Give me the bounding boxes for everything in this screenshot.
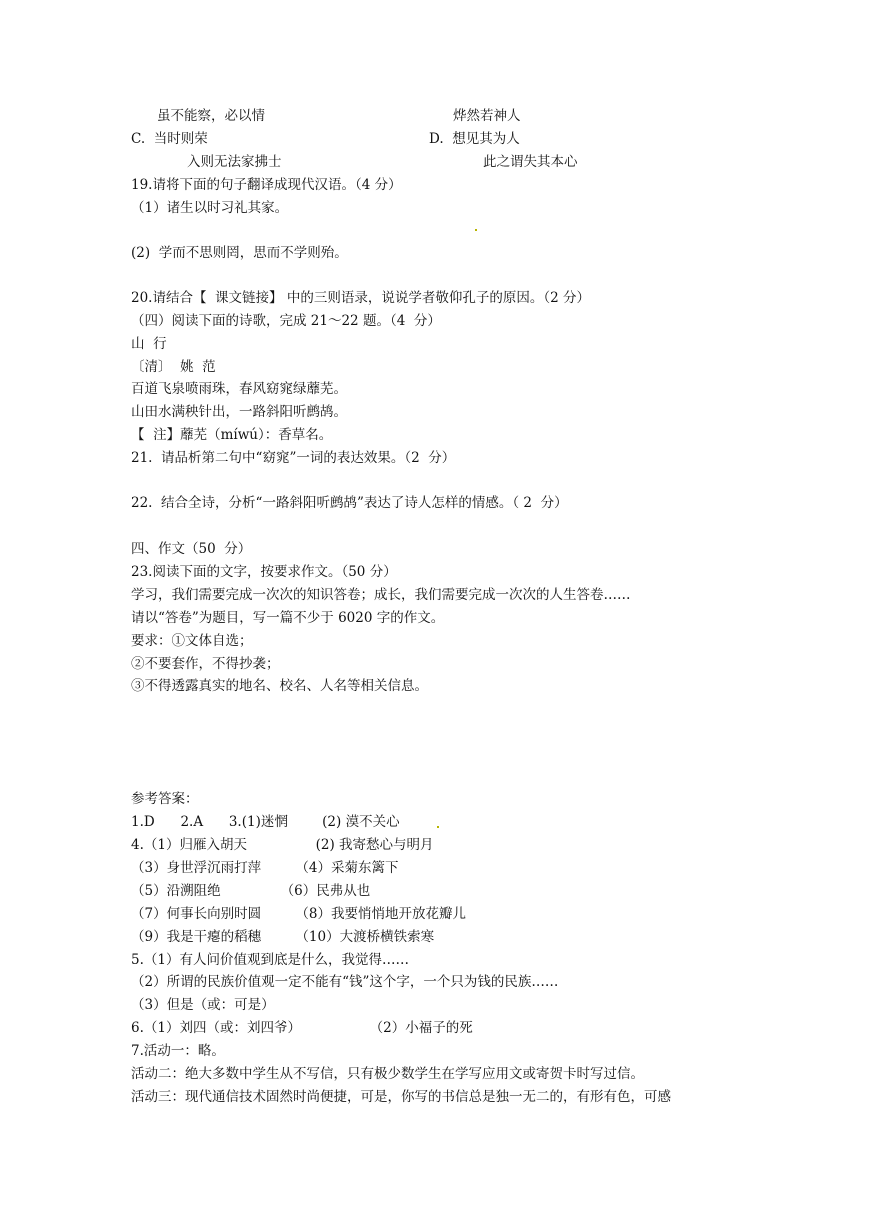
question-19: 19.请将下面的句子翻译成现代汉语。（4 分） — [131, 177, 402, 193]
answer-line: （2）所谓的民族价值观一定不能有“钱”这个字，一个只为钱的民族…… — [131, 974, 559, 990]
section-4-heading: （四）阅读下面的诗歌，完成 21～22 题。（4 分） — [131, 313, 441, 329]
answers-heading: 参考答案： — [131, 791, 199, 807]
question-19-2: (2) 学而不思则罔，思而不学则殆。 — [131, 245, 348, 261]
requirement: ③不得透露真实的地名、校名、人名等相关信息。 — [131, 678, 428, 694]
section-writing-heading: 四、作文（50 分） — [131, 541, 252, 557]
poem-author: 〔清〕 姚 范 — [131, 359, 216, 375]
question-20: 20.请结合【 课文链接】 中的三则语录，说说学者敬仰孔子的原因。（2 分） — [131, 290, 590, 306]
answer-line: （7）何事长向别时圆 （8）我要悄悄地开放花瓣儿 — [131, 906, 467, 922]
text-line: 虽不能察，必以情 — [157, 108, 265, 124]
mark-speck — [437, 826, 439, 828]
requirement: 要求：①文体自选； — [131, 633, 253, 649]
question-22: 22. 结合全诗，分析“一路斜阳听鹧鸪”表达了诗人怎样的情感。（ 2 分） — [131, 495, 568, 511]
option-d: D. 想见其为人 — [429, 131, 520, 147]
answer-line: （3）但是（或：可是） — [131, 997, 275, 1013]
poem-note: 【 注】蘼芜（míwú）：香草名。 — [131, 427, 333, 443]
answer-line: （9）我是干瘪的稻穗 （10）大渡桥横铁索寒 — [131, 929, 435, 945]
option-c: C. 当时则荣 — [131, 131, 208, 147]
answer-line: （5）沿溯阻绝 （6）民弗从也 — [131, 883, 371, 899]
answer-line: 1.D 2.A 3.(1)迷惘 (2) 漠不关心 — [131, 814, 400, 830]
question-23: 23.阅读下面的文字，按要求作文。（50 分） — [131, 564, 397, 580]
answer-line: 6.（1）刘四（或：刘四爷） （2）小福子的死 — [131, 1020, 473, 1036]
answer-line: 4.（1）归雁入胡天 (2) 我寄愁心与明月 — [131, 837, 434, 853]
poem-title: 山 行 — [131, 336, 167, 352]
answer-line: 5.（1）有人问价值观到底是什么，我觉得…… — [131, 952, 409, 968]
text-line: 入则无法家拂士 — [187, 154, 282, 170]
question-19-1: （1）诸生以时习礼其家。 — [131, 200, 289, 216]
text-line: 此之谓失其本心 — [483, 154, 578, 170]
question-21: 21. 请品析第二句中“窈窕”一词的表达效果。（2 分） — [131, 450, 456, 466]
writing-prompt: 请以“答卷”为题目，写一篇不少于 6020 字的作文。 — [131, 610, 445, 626]
writing-prompt: 学习，我们需要完成一次次的知识答卷；成长，我们需要完成一次次的人生答卷…… — [131, 587, 631, 603]
poem-line: 百道飞泉喷雨珠，春风窈窕绿蘼芜。 — [131, 381, 347, 397]
answer-line: 7.活动一：略。 — [131, 1043, 225, 1059]
mark-speck — [475, 229, 477, 231]
answer-line: 活动二：绝大多数中学生从不写信，只有极少数学生在学写应用文或寄贺卡时写过信。 — [131, 1066, 644, 1082]
answer-line: （3）身世浮沉雨打萍 （4）采菊东篱下 — [131, 860, 399, 876]
text-line: 烨然若神人 — [453, 108, 521, 124]
requirement: ②不要套作，不得抄袭； — [131, 656, 280, 672]
poem-line: 山田水满秧针出，一路斜阳听鹧鸪。 — [131, 404, 347, 420]
answer-line: 活动三：现代通信技术固然时尚便捷，可是，你写的书信总是独一无二的，有形有色，可感 — [131, 1089, 671, 1105]
